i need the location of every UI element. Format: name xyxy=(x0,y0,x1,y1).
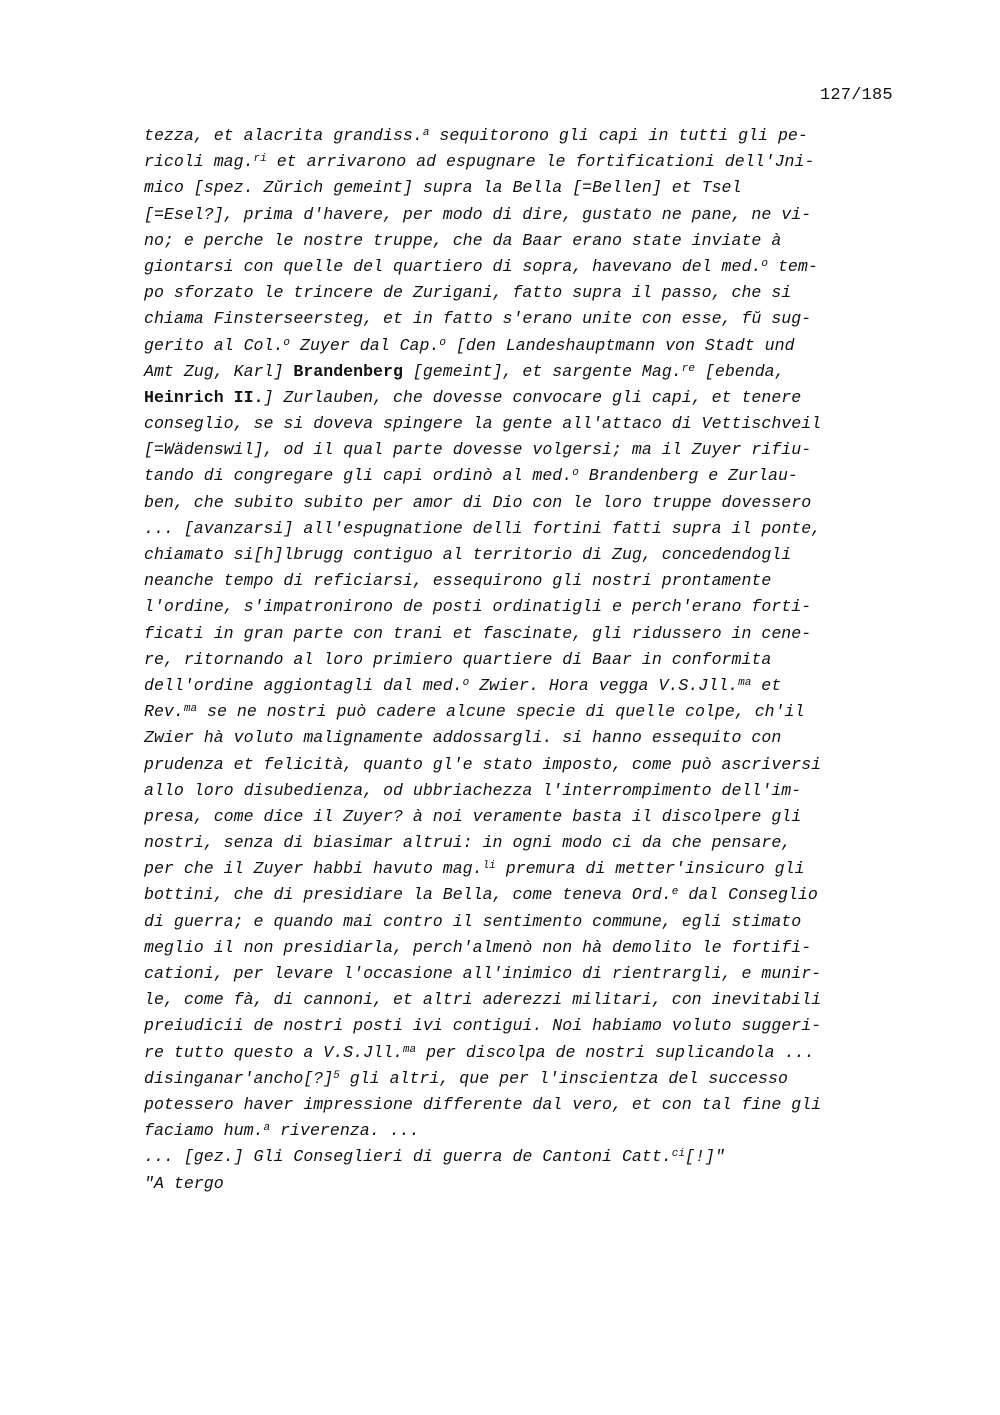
superscript: ma xyxy=(183,703,198,716)
text-run: tando di congregare gli capi ordinò al med. xyxy=(144,466,573,486)
text-line xyxy=(144,149,914,175)
text-run: ficati in gran parte con trani et fascinate, gli ridussero in cene- xyxy=(144,623,812,643)
text-run: presa, come dice il Zuyer? à noi veramente basta il discolpere gli xyxy=(144,806,802,826)
text-line xyxy=(144,673,914,699)
superscript: o xyxy=(572,467,579,480)
text-run: Rev. xyxy=(144,702,184,722)
text-run: allo loro disubedienza, od ubbriachezza l'interrompimento dell'im- xyxy=(144,780,802,800)
superscript: o xyxy=(462,676,470,689)
text-run: [!]" xyxy=(684,1147,725,1167)
text-run: faciamo hum. xyxy=(144,1121,264,1141)
text-line xyxy=(144,463,914,489)
superscript: a xyxy=(422,127,430,139)
text-line xyxy=(144,359,914,385)
text-line xyxy=(144,909,914,935)
text-run: et xyxy=(751,675,782,695)
text-line xyxy=(144,830,914,856)
text-line xyxy=(144,306,914,332)
superscript: ri xyxy=(253,153,267,166)
text-run: Brandenberg e Zurlau- xyxy=(578,466,798,486)
text-run: conseglio, se si doveva spingere la gente all'attaco di Vettischveil xyxy=(144,414,822,434)
text-run: ricoli mag. xyxy=(144,152,254,172)
text-run: [=Esel?], prima d'havere, per modo di dire, gustato ne pane, ne vi- xyxy=(144,204,812,224)
text-line xyxy=(144,935,914,961)
text-run: per discolpa de nostri suplicandola ... xyxy=(416,1042,815,1062)
text-line xyxy=(144,725,914,751)
text-line xyxy=(144,1144,914,1170)
text-run: Zwier hà voluto malignamente addossargli. si hanno essequito con xyxy=(144,728,782,748)
text-line xyxy=(144,228,914,254)
superscript: ma xyxy=(738,676,752,689)
superscript: e xyxy=(671,886,679,899)
text-line xyxy=(144,542,914,568)
superscript: o xyxy=(439,336,447,349)
text-line xyxy=(144,1171,914,1197)
text-run: prudenza et felicità, quanto gl'e stato imposto, come può ascriversi xyxy=(144,754,822,774)
text-line xyxy=(144,1013,914,1039)
text-run: et arrivarono ad espugnare le fortificationi dell'Jni- xyxy=(266,152,815,172)
text-run: [gemeint], et sargente Mag. xyxy=(402,361,682,381)
superscript: ma xyxy=(402,1043,417,1056)
text-line xyxy=(144,333,914,359)
text-run: meglio il non presidiarla, perch'almenò non hà demolito le fortifi- xyxy=(144,937,812,957)
text-line xyxy=(144,411,914,437)
text-line xyxy=(144,778,914,804)
text-line xyxy=(144,621,914,647)
text-line xyxy=(144,254,914,280)
text-line xyxy=(144,516,914,542)
text-line xyxy=(144,752,914,778)
text-line xyxy=(144,987,914,1013)
text-run: [ebenda, xyxy=(694,361,785,381)
superscript: li xyxy=(482,860,496,873)
text-line xyxy=(144,385,914,411)
superscript: ci xyxy=(671,1148,685,1161)
text-run: po sforzato le trincere de Zurigani, fatto supra il passo, che si xyxy=(144,283,792,303)
text-line xyxy=(144,699,914,725)
text-run: ... [avanzarsi] all'espugnatione delli fortini fatti supra il ponte, xyxy=(144,518,822,538)
superscript: o xyxy=(761,257,768,270)
text-line xyxy=(144,961,914,987)
text-line xyxy=(144,1040,914,1066)
text-run: dell'ordine aggiontagli dal med. xyxy=(144,675,463,695)
text-line xyxy=(144,804,914,830)
text-line xyxy=(144,568,914,594)
text-line xyxy=(144,202,914,228)
text-run: gli altri, que per l'inscientza del successo xyxy=(339,1068,788,1088)
text-line xyxy=(144,490,914,516)
superscript: 5 xyxy=(333,1069,340,1082)
text-run: tem- xyxy=(768,256,818,276)
text-line xyxy=(144,1118,914,1144)
document-body xyxy=(144,123,914,1197)
text-run: bottini, che di presidiare la Bella, come teneva Ord. xyxy=(144,885,672,905)
text-run: [den Landeshauptmann von Stadt und xyxy=(446,335,795,355)
bold-name: Brandenberg xyxy=(293,361,403,381)
superscript: re xyxy=(681,362,695,375)
text-run: per che il Zuyer habbi havuto mag. xyxy=(144,859,483,879)
text-run: gerito al Col. xyxy=(144,335,284,355)
text-run: riverenza. ... xyxy=(270,1121,420,1141)
text-run: nostri, senza di biasimar altrui: in ogni modo ci da che pensare, xyxy=(144,833,792,853)
text-run: se ne nostri può cadere alcune specie di quelle colpe, ch'il xyxy=(197,702,805,722)
page-number: 127/185 xyxy=(820,86,893,105)
text-run: Zuyer dal Cap. xyxy=(290,335,440,355)
text-run: [=Wädenswil], od il qual parte dovesse volgersi; ma il Zuyer rifiu- xyxy=(144,440,812,460)
text-line xyxy=(144,647,914,673)
text-run: tezza, et alacrita grandiss. xyxy=(144,126,423,145)
text-run: re, ritornando al loro primiero quartiere di Baar in conformita xyxy=(144,649,772,669)
text-run: mico [spez. Zŭrich gemeint] supra la Bella [=Bellen] et Tsel xyxy=(144,178,742,198)
text-run: ben, che subito subito per amor di Dio con le loro truppe dovessero xyxy=(144,492,812,512)
text-run: chiama Finsterseersteg, et in fatto s'erano unite con esse, fŭ sug- xyxy=(144,309,812,329)
text-run: ] Zurlauben, che dovesse convocare gli capi, et tenere xyxy=(263,387,802,407)
text-run: disinganar'ancho[?] xyxy=(144,1068,334,1088)
text-line xyxy=(144,856,914,882)
text-run: ... [gez.] Gli Conseglieri di guerra de Cantoni Catt. xyxy=(144,1147,672,1167)
text-line xyxy=(144,1066,914,1092)
text-run: di guerra; e quando mai contro il sentimento commune, egli stimato xyxy=(144,911,802,931)
text-run: re tutto questo a V.S.Jll. xyxy=(144,1042,403,1062)
text-run: Zwier. Hora vegga V.S.Jll. xyxy=(469,675,739,695)
text-run: le, come fà, di cannoni, et altri aderezzi militari, con inevitabili xyxy=(144,990,822,1010)
text-line xyxy=(144,280,914,306)
text-run: cationi, per levare l'occasione all'inimico di rientrargli, e munir- xyxy=(144,964,822,983)
bold-name: Heinrich II. xyxy=(144,387,264,407)
text-run: sequitorono gli capi in tutti gli pe- xyxy=(429,126,808,145)
superscript: o xyxy=(283,336,291,349)
text-line xyxy=(144,123,914,149)
text-line xyxy=(144,594,914,620)
text-run: premura di metter'insicuro gli xyxy=(495,859,805,879)
text-run: Amt Zug, Karl] xyxy=(144,361,294,381)
text-run: preiudicii de nostri posti ivi contigui. Noi habiamo voluto suggeri- xyxy=(144,1016,822,1036)
text-line xyxy=(144,882,914,908)
text-run: no; e perche le nostre truppe, che da Baar erano state inviate à xyxy=(144,230,782,250)
text-run: chiamato si[h]lbrugg contiguo al territorio di Zug, concedendogli xyxy=(144,545,792,564)
text-line xyxy=(144,437,914,463)
text-run: neanche tempo di reficiarsi, essequirono gli nostri prontamente xyxy=(144,571,772,591)
superscript: a xyxy=(263,1122,271,1135)
text-run: l'ordine, s'impatronirono de posti ordinatigli e perch'erano forti- xyxy=(144,597,812,617)
text-run: giontarsi con quelle del quartiero di sopra, havevano del med. xyxy=(144,256,762,276)
text-run: "A tergo xyxy=(144,1173,224,1193)
text-line xyxy=(144,175,914,201)
text-line xyxy=(144,1092,914,1118)
text-run: dal Conseglio xyxy=(678,885,818,905)
text-run: potessero haver impressione differente dal vero, et con tal fine gli xyxy=(144,1094,822,1114)
